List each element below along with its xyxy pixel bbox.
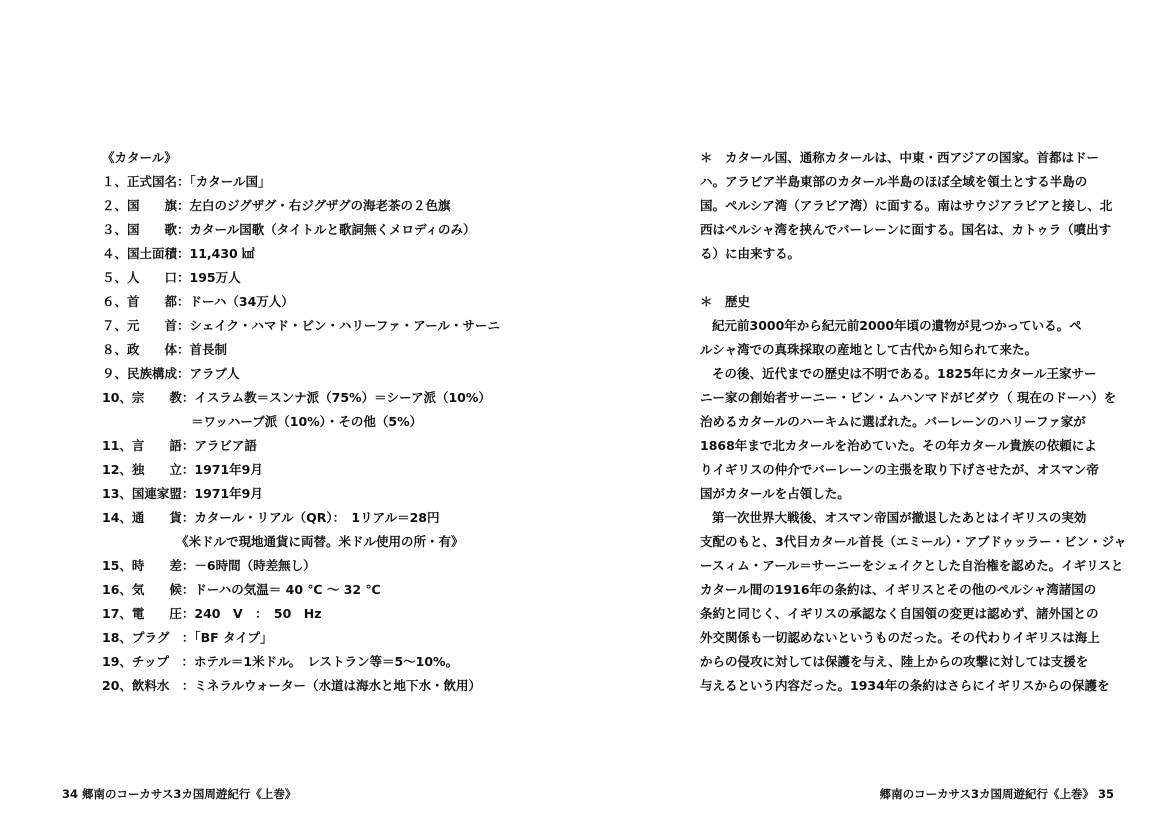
list-item: 18、プラグ ：「BF タイプ」 [102, 630, 273, 645]
paragraph-line: 第一次世界大戦後、オスマン帝国が撤退したあとはイギリスの実効 [712, 510, 1087, 525]
paragraph-line: 外交関係も一切認めないというものだった。その代わりイギリスは海上 [700, 630, 1100, 645]
paragraph-line: ＊ カタール国、通称カタールは、中東・西アジアの国家。首都はドー [700, 150, 1100, 165]
paragraph-line: 国。ペルシア湾（アラビア湾）に面する。南はサウジアラビアと接し、北 [700, 198, 1113, 213]
list-item: ７、元 首：シェイク・ハマド・ビン・ハリーファ・アール・サーニ [102, 318, 501, 333]
list-item: ９、民族構成：アラブ人 [102, 366, 240, 381]
paragraph-line: ルシャ湾での真珠採取の産地として古代から知られて来た。 [700, 342, 1037, 357]
paragraph-line: からの侵攻に対しては保護を与え、陸上からの攻撃に対しては支援を [700, 654, 1089, 669]
paragraph-line: 条約と同じく、イギリスの承認なく自国領の変更は認めず、諸外国との [700, 606, 1099, 621]
section-heading: ＊ 歴史 [700, 294, 751, 309]
list-item: ８、政 体：首長制 [102, 342, 228, 357]
right-page [588, 0, 1176, 840]
list-item: ３、国 歌：カタール国歌（タイトルと歌詞無くメロディのみ） [102, 222, 476, 237]
paragraph-line: カタール間の1916年の条約は、イギリスとその他のペルシャ湾諸国の [700, 582, 1097, 597]
list-item: 12、独 立：1971年9月 [102, 462, 263, 477]
list-item: 14、通 貨：カタール・リアル（QR）： 1リアル＝28円 [102, 510, 440, 525]
paragraph-line: ニー家の創始者サーニー・ビン・ムハンマドがビダウ（ 現在のドーハ）を [700, 390, 1117, 405]
page-footer: 34 郷南のコーカサス3カ国周遊紀行《上巻》 [62, 787, 297, 801]
list-item: 16、気 候：ドーハの気温＝ 40 ℃ ～ 32 ℃ [102, 582, 381, 597]
paragraph-line: 1868年まで北カタールを治めていた。その年カタール貴族の依頼によ [700, 438, 1097, 453]
paragraph-line: その後、近代までの歴史は不明である。1825年にカタール王家サー [712, 366, 1097, 381]
list-item-continuation: ＝ワッハーブ派（10%）・その他（5%） [191, 414, 423, 429]
list-item: 17、電 圧：240 V ： 50 Hz [102, 606, 322, 621]
list-item: 15、時 差：－6時間（時差無し） [102, 558, 316, 573]
paragraph-line: 紀元前3000年から紀元前2000年頃の遺物が見つかっている。ペ [712, 318, 1082, 333]
list-item: ２、国 旗：左白のジグザグ・右ジグザグの海老茶の２色旗 [102, 198, 451, 213]
list-item: 10、宗 教：イスラム教＝スンナ派（75%）＝シーア派（10%） [102, 390, 491, 405]
paragraph-line: ハ。アラビア半島東部のカタール半島のほぼ全域を領土とする半島の [700, 174, 1088, 189]
paragraph-line: 西はペルシャ湾を挟んでバーレーンに面する。国名は、カトゥラ（噴出す [700, 222, 1112, 237]
paragraph-line: 与えるという内容だった。1934年の条約はさらにイギリスからの保護を [700, 678, 1110, 693]
list-item: ５、人 口：195万人 [102, 270, 241, 285]
list-item: ４、国土面積：11,430 ㎢ [102, 246, 255, 261]
list-item: 19、チップ ：ホテル＝1米ドル。 レストラン等＝5～10%。 [102, 654, 459, 669]
list-item: 11、言 語：アラビア語 [102, 438, 257, 453]
paragraph-line: る）に由来する。 [700, 246, 801, 261]
paragraph-line: ースィム・アール＝サーニーをシェイクとした自治権を認めた。イギリスと [700, 558, 1124, 573]
list-item: ６、首 都：ドーハ（34万人） [102, 294, 294, 309]
paragraph-line: 支配のもと、3代目カタール首長（エミール）・アブドゥッラー・ビン・ジャ [700, 534, 1127, 549]
list-item: 13、国連家盟：1971年9月 [102, 486, 263, 501]
paragraph-line: りイギリスの仲介でバーレーンの主張を取り下げさせたが、オスマン帝 [700, 462, 1099, 477]
list-item: １、正式国名：「カタール国」 [102, 174, 271, 189]
list-item: 20、飲料水 ：ミネラルウォーター（水道は海水と地下水・飲用） [102, 678, 482, 693]
paragraph-line: 治めるカタールのハーキムに選ばれた。バーレーンのハリーファ家が [700, 414, 1086, 429]
page-footer: 郷南のコーカサス3カ国周遊紀行《上巻》 35 [879, 787, 1114, 801]
paragraph-line: 国がカタールを占領した。 [700, 486, 850, 501]
section-heading: 《カタール》 [102, 150, 177, 165]
list-item-continuation: 《米ドルで現地通貨に両替。米ドル使用の所・有》 [176, 534, 464, 549]
